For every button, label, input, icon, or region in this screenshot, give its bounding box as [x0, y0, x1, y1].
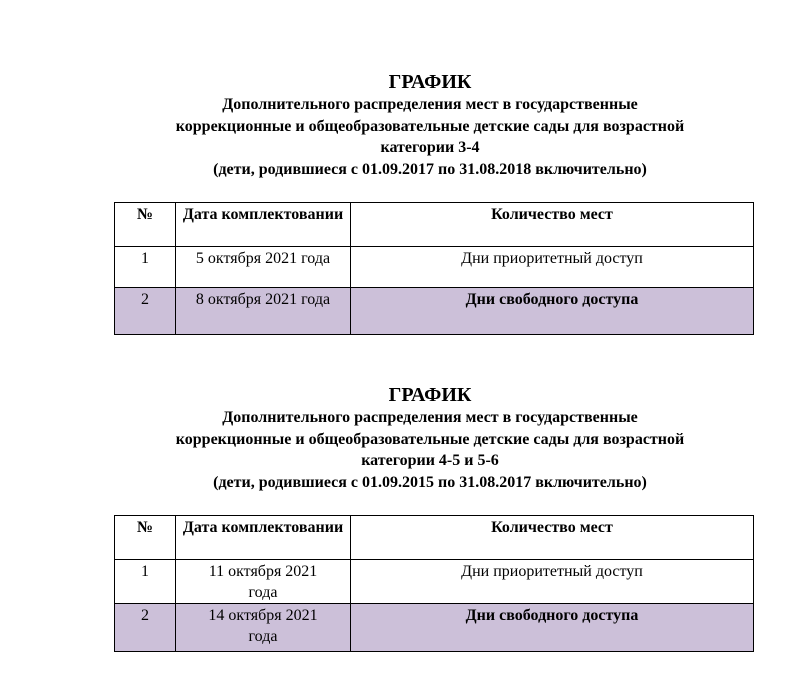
- schedule-subtitle-line: Дополнительного распределения мест в государственные: [222, 96, 638, 113]
- schedule-title: ГРАФИК: [388, 384, 472, 406]
- row-number: 1: [115, 560, 176, 604]
- row-number: 1: [115, 247, 176, 288]
- table-header-row: [115, 516, 754, 560]
- row-date: 8 октября 2021 года: [176, 288, 351, 335]
- schedule-subtitle-line: Дополнительного распределения мест в государственные: [222, 409, 638, 426]
- table-row: [115, 247, 754, 288]
- header-number: №: [115, 516, 176, 560]
- row-access: Дни свободного доступа: [351, 604, 754, 652]
- schedule-subtitle-line: категории 4-5 и 5-6: [361, 452, 499, 469]
- row-access: Дни приоритетный доступ: [351, 247, 754, 288]
- schedule-title: ГРАФИК: [388, 71, 472, 93]
- header-number: №: [115, 203, 176, 247]
- header-places: Количество мест: [351, 203, 754, 247]
- header-date: Дата комплектовании: [176, 203, 351, 247]
- schedule-subtitle-line: (дети, родившиеся с 01.09.2015 по 31.08.2017 включительно): [213, 473, 647, 491]
- header-date: Дата комплектовании: [176, 516, 351, 560]
- row-date: 5 октября 2021 года: [176, 247, 351, 288]
- table-row: [115, 560, 754, 604]
- row-date: 14 октября 2021 года: [176, 604, 351, 652]
- schedule-subtitle-line: (дети, родившиеся с 01.09.2017 по 31.08.2018 включительно): [213, 160, 647, 178]
- row-access: Дни свободного доступа: [351, 288, 754, 335]
- schedule-subtitle-line: категории 3-4: [380, 139, 480, 156]
- schedule-1-heading: [0, 70, 800, 180]
- schedule-subtitle-line: коррекционные и общеобразовательные детские сады для возрастной: [175, 430, 685, 448]
- table-row: [115, 604, 754, 652]
- table-header-row: [115, 203, 754, 247]
- schedule-2-table: [114, 515, 754, 652]
- schedule-1-table: [114, 202, 754, 335]
- row-access: Дни приоритетный доступ: [351, 560, 754, 604]
- schedule-subtitle-line: коррекционные и общеобразовательные детские сады для возрастной: [175, 117, 685, 135]
- row-date: 11 октября 2021 года: [176, 560, 351, 604]
- row-number: 2: [115, 604, 176, 652]
- row-number: 2: [115, 288, 176, 335]
- header-places: Количество мест: [351, 516, 754, 560]
- table-row: [115, 288, 754, 335]
- schedule-2-heading: [0, 383, 800, 493]
